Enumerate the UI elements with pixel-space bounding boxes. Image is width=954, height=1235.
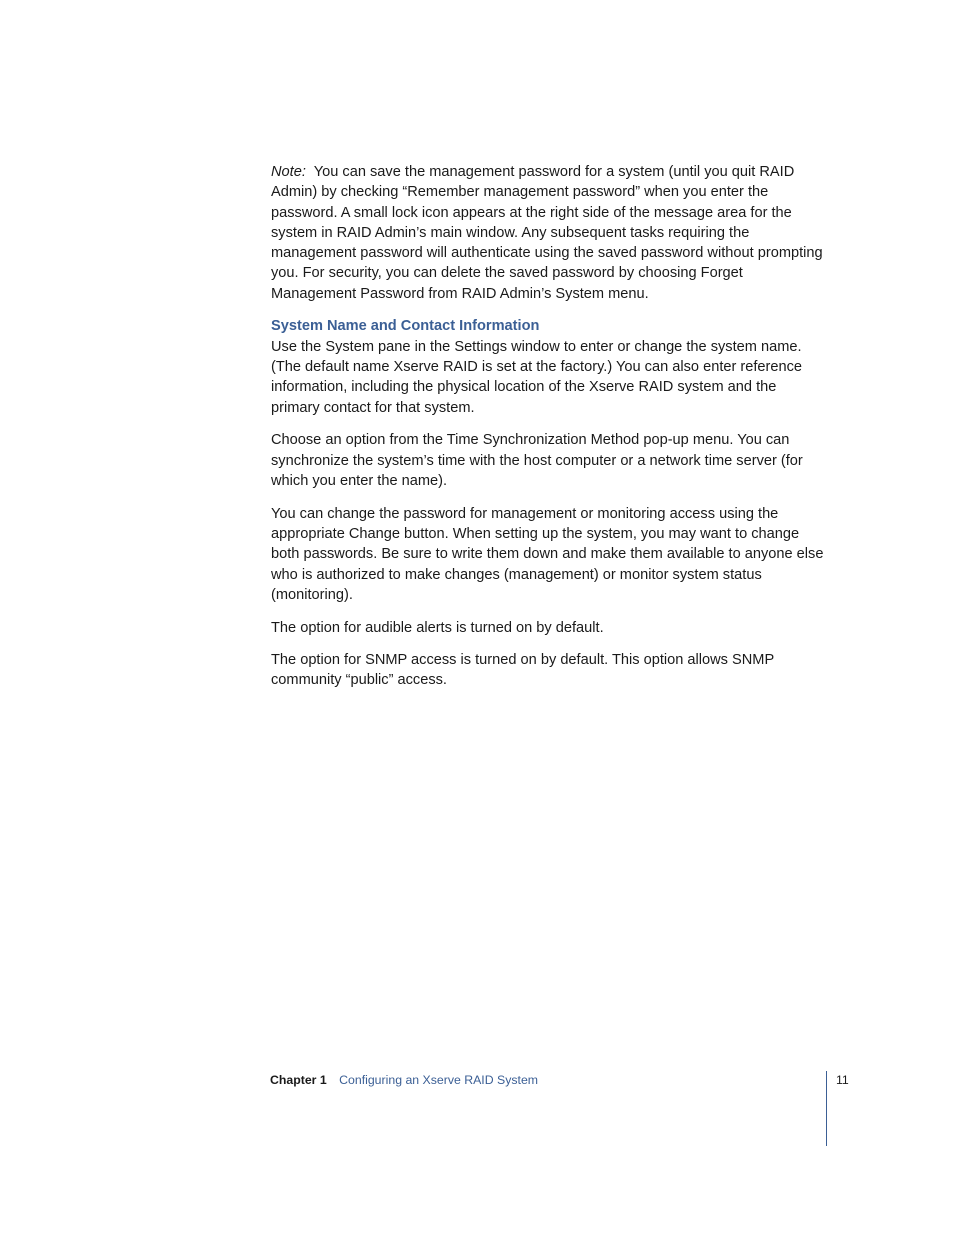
footer-divider: [826, 1071, 827, 1146]
section-paragraph-2: Choose an option from the Time Synchronization Method pop-up menu. You can synchronize the system’s time with the host computer or a network time server (for which you enter the name).: [271, 432, 803, 489]
section-paragraph-4: The option for audible alerts is turned on by default.: [271, 619, 604, 636]
footer-chapter-label: Chapter 1: [270, 1073, 327, 1087]
note-text: You can save the management password for a system (until you quit RAID Admin) by checking “Remember management password” when you enter the password. A small lock icon appears at the right side of the message area for the system in RAID Admin’s main window. Any subsequent tasks requiring the management password will authenticate using the saved password without prompting you. For security, you can delete the saved password by choosing Forget Management Password from RAID Admin’s System menu.: [271, 164, 823, 302]
page-footer: [270, 1071, 538, 1089]
note-paragraph: [271, 162, 827, 304]
note-label: Note:: [271, 164, 306, 180]
footer-chapter-title: Configuring an Xserve RAID System: [339, 1073, 539, 1087]
section-paragraph-1: Use the System pane in the Settings window to enter or change the system name. (The default name Xserve RAID is set at the factory.) You can also enter reference information, including the physical location of the Xserve RAID system and the primary contact for that system.: [271, 338, 803, 416]
section-heading: System Name and Contact Information: [271, 318, 540, 335]
section-paragraph-3: You can change the password for management or monitoring access using the appropriate Change button. When setting up the system, you may want to change both passwords. Be sure to write them down and make them available to anyone else who is authorized to make changes (management) or monitor system status (monitoring).: [271, 505, 824, 603]
section-paragraph-5: The option for SNMP access is turned on by default. This option allows SNMP community “public” access.: [271, 652, 774, 689]
page-body: [271, 162, 827, 703]
page-number: 11: [836, 1073, 849, 1087]
